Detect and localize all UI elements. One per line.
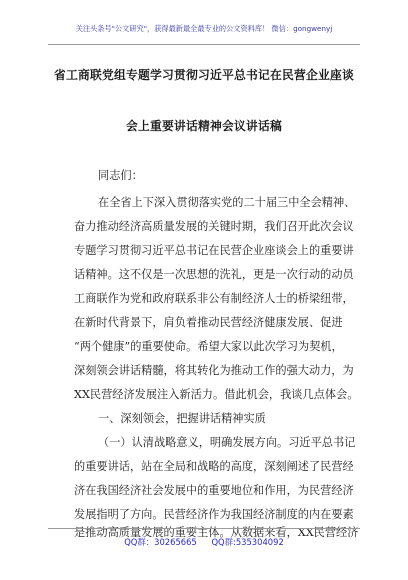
body-text: 工商联作为党和政府联系非公有制经济人士的桥梁纽带， bbox=[74, 292, 354, 305]
body-text: 发展指明了方向。民营经济作为我国经济制度的内在要素 bbox=[74, 508, 354, 521]
body-text: XX民营经济发展注入新活力。借此机会，我谈几点体会。 bbox=[74, 388, 359, 401]
body-text: 深刻领会讲话精髓，将其转化为推动工作的强大动力，为 bbox=[74, 364, 354, 377]
document-title-line-2: 会上重要讲话精神会议讲话稿 bbox=[126, 119, 282, 133]
footer-divider bbox=[48, 528, 360, 529]
body-text: 济在我国经济社会发展中的重要地位和作用，为民营经济 bbox=[74, 484, 354, 497]
footer-qq-group-1: QQ群：30265665 bbox=[124, 537, 197, 547]
body-text: 在全省上下深入贯彻落实党的二十届三中全会精神、 bbox=[98, 196, 356, 209]
footer-qq-group-2: QQ群:535304092 bbox=[211, 537, 284, 547]
footer bbox=[0, 536, 408, 548]
body-text: 奋力推动经济高质量发展的关键时期，我们召开此次会议 bbox=[74, 220, 354, 233]
header-divider bbox=[48, 44, 360, 45]
body-text: 话精神。这不仅是一次思想的洗礼，更是一次行动的动员 bbox=[74, 268, 354, 281]
body-text: 在新时代背景下，肩负着推动民营经济健康发展、促进 bbox=[74, 316, 343, 329]
body-text: （一）认清战略意义，明确发展方向。习近平总书记 bbox=[98, 436, 356, 449]
body-text: 的重要讲话，站在全局和战略的高度，深刻阐述了民营经 bbox=[74, 460, 354, 473]
body-text: “两个健康”的重要使命。希望大家以此次学习为契机， bbox=[74, 340, 343, 353]
header-banner: 关注头条号"公文研究"，获得最新最全最专业的公文资料库！ 微信：gongwenyj bbox=[75, 24, 333, 33]
document-title-line-1: 省工商联党组专题学习贯彻习近平总书记在民营企业座谈 bbox=[54, 68, 354, 82]
body-text: 是推动高质量发展的重要主体。从数据来看，XX民营经济 bbox=[74, 526, 359, 539]
salutation: 同志们： bbox=[98, 169, 143, 182]
section-heading-text: 一、深刻领会，把握讲话精神实质 bbox=[98, 412, 266, 425]
body-text: 专题学习贯彻习近平总书记在民营企业座谈会上的重要讲 bbox=[74, 244, 354, 257]
